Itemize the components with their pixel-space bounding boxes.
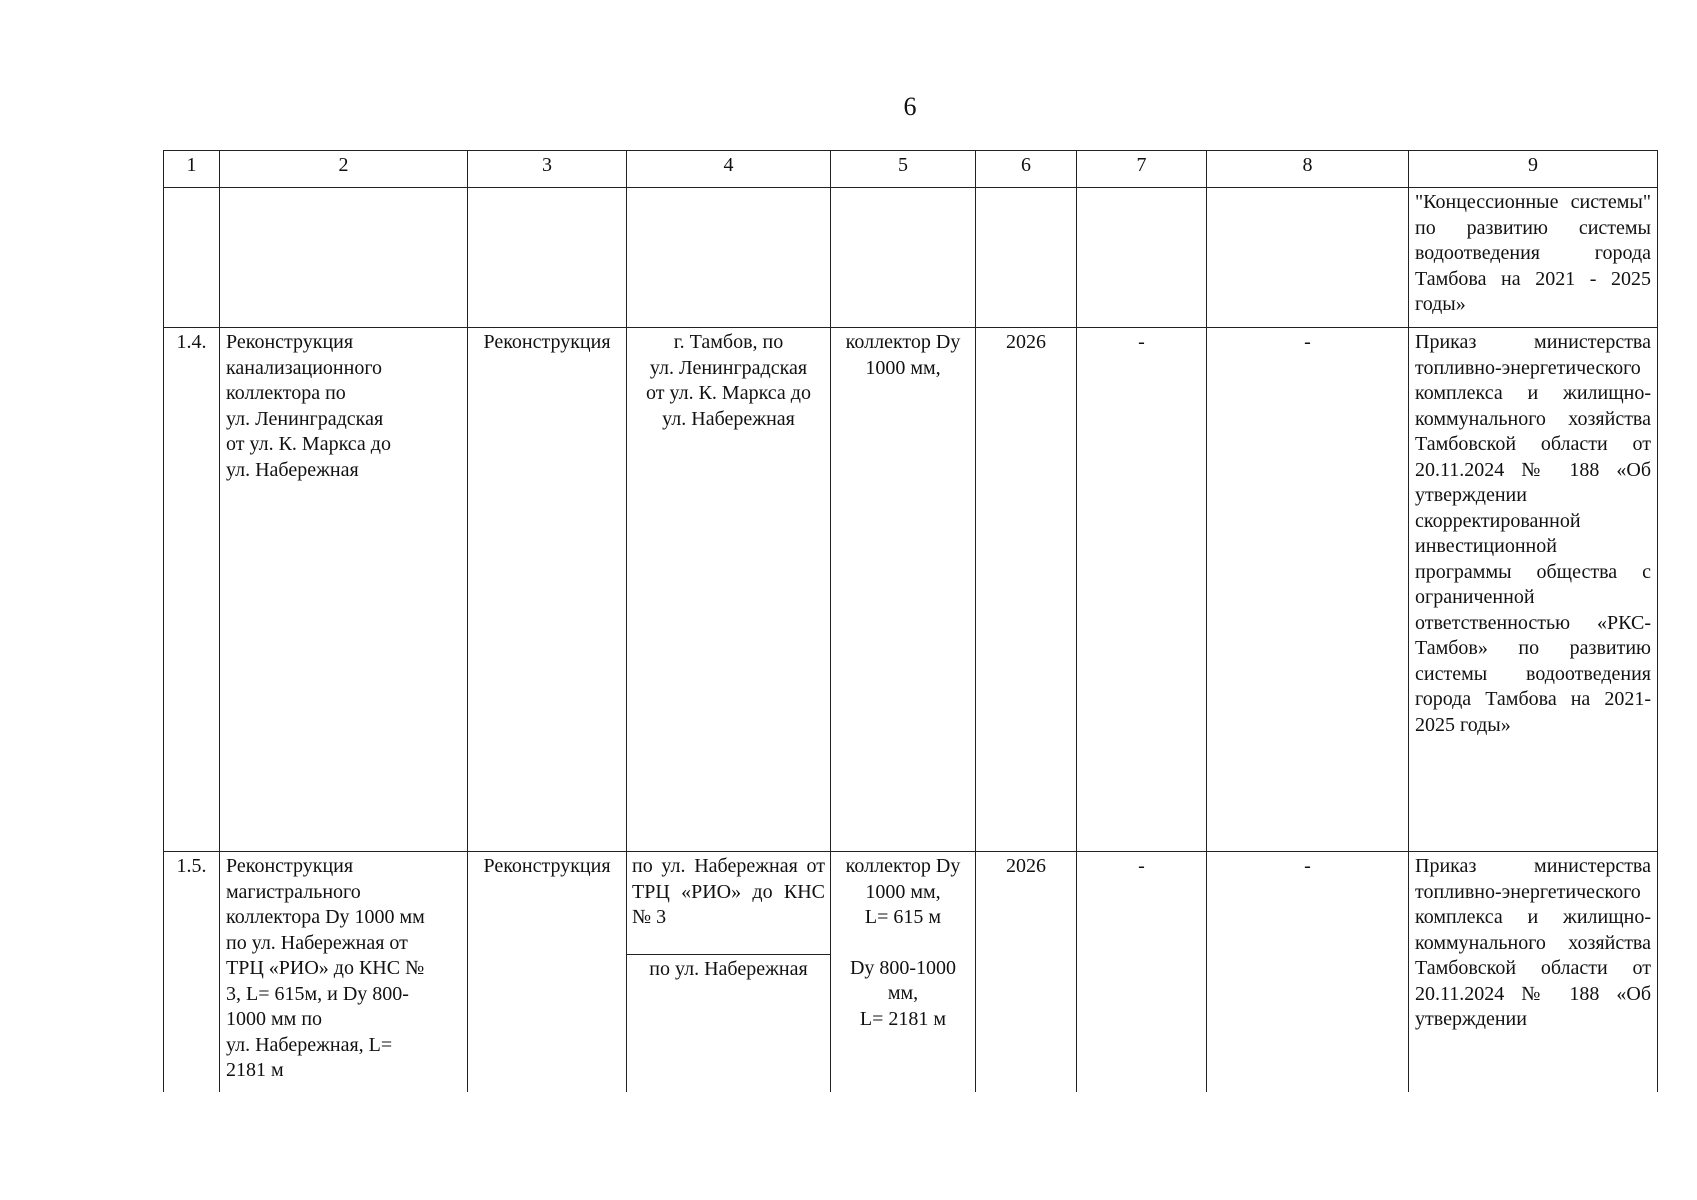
text-line: 1000 мм, — [865, 880, 941, 903]
location-cell — [627, 852, 831, 1092]
text-line: канализационного — [226, 356, 383, 379]
text-line: 1000 мм, — [865, 356, 941, 379]
column-7-cell: - — [1077, 852, 1207, 1092]
cell-empty — [468, 188, 627, 328]
column-header-7: 7 — [1077, 151, 1207, 188]
column-header-3: 3 — [468, 151, 627, 188]
year-cell: 2026 — [976, 328, 1077, 852]
table-row-1-4 — [164, 328, 1658, 852]
cell-empty — [1077, 188, 1207, 328]
text-line: Реконструкция — [226, 331, 354, 353]
text-line: Dy 800-1000 — [849, 956, 957, 979]
column-header-8: 8 — [1207, 151, 1409, 188]
work-type-cell: Реконструкция — [468, 852, 627, 1092]
location-segment-1: по ул. Набережная от ТРЦ «РИО» до КНС № 3 — [632, 855, 825, 928]
text-line: 3, L= 615м, и Dy 800- — [226, 982, 409, 1005]
object-name-cell — [220, 328, 468, 852]
text-line: L= 615 м — [864, 906, 942, 928]
row-number: 1.4. — [164, 328, 220, 852]
column-header-2: 2 — [220, 151, 468, 188]
table-row-1-5 — [164, 852, 1658, 1092]
column-number-header-row — [164, 151, 1658, 188]
text-line: от ул. К. Маркса до — [646, 382, 811, 404]
column-7-cell: - — [1077, 328, 1207, 852]
column-8-cell: - — [1207, 852, 1409, 1092]
text-line: г. Тамбов, по — [673, 331, 784, 353]
text-line: коллектор Dy — [845, 331, 961, 353]
text-line: ул. Ленинградская — [649, 356, 808, 379]
location-segment-2: по ул. Набережная — [627, 954, 830, 985]
row-number: 1.5. — [164, 852, 220, 1092]
column-header-9: 9 — [1409, 151, 1658, 188]
parameters-cell — [831, 328, 976, 852]
cell-empty — [831, 188, 976, 328]
text-line: ул. Набережная — [662, 407, 795, 430]
column-header-6: 6 — [976, 151, 1077, 188]
location-cell — [627, 328, 831, 852]
investment-program-table — [163, 150, 1658, 1092]
legal-basis-cell: Приказ министерства топливно-энергетического комплекса и жилищно-коммунального хозяйства Тамбовской области от 20.11.2024 № 188 «Об утверждении скорректированной инвестиционной программы общества с ограниченной ответственностью «РКС-Тамбов» по развитию системы водоотведения города Тамбова на 2021-2025 годы» — [1409, 328, 1658, 852]
object-name-cell — [220, 852, 468, 1092]
text-line: ул. Набережная, L= — [226, 1033, 393, 1056]
text-line: 2181 м — [226, 1059, 284, 1081]
cell-empty — [627, 188, 831, 328]
text-line: коллектор Dy — [845, 855, 961, 877]
legal-basis-cell: Приказ министерства топливно-энергетического комплекса и жилищно-коммунального хозяйства Тамбовской области от 20.11.2024 № 188 «Об утверждении — [1409, 852, 1658, 1092]
text-line: ул. Набережная — [226, 458, 359, 481]
text-line: магистрального — [226, 880, 361, 903]
work-type-cell: Реконструкция — [468, 328, 627, 852]
table-row-continuation — [164, 188, 1658, 328]
text-line: L= 2181 м — [859, 1007, 947, 1030]
text-line: по ул. Набережная от — [226, 931, 408, 954]
column-header-5: 5 — [831, 151, 976, 188]
cell-empty — [976, 188, 1077, 328]
text-line: коллектора по — [226, 382, 346, 404]
text-line: ул. Ленинградская — [226, 407, 384, 430]
column-header-4: 4 — [627, 151, 831, 188]
legal-basis-cell: "Концессионные системы" по развитию системы водоотведения города Тамбова на 2021 - 2025 годы» — [1409, 188, 1658, 328]
text-line: мм, — [887, 982, 919, 1004]
text-line: ТРЦ «РИО» до КНС № — [226, 957, 425, 979]
parameters-cell — [831, 852, 976, 1092]
column-8-cell: - — [1207, 328, 1409, 852]
year-cell: 2026 — [976, 852, 1077, 1092]
column-header-1: 1 — [164, 151, 220, 188]
text-line: Реконструкция — [226, 855, 354, 877]
cell-empty — [164, 188, 220, 328]
text-line: 1000 мм по — [226, 1008, 323, 1030]
cell-empty — [1207, 188, 1409, 328]
page-number: 6 — [903, 92, 917, 121]
text-line: коллектора Dy 1000 мм — [226, 906, 425, 928]
text-line: от ул. К. Маркса до — [226, 433, 391, 455]
cell-empty — [220, 188, 468, 328]
